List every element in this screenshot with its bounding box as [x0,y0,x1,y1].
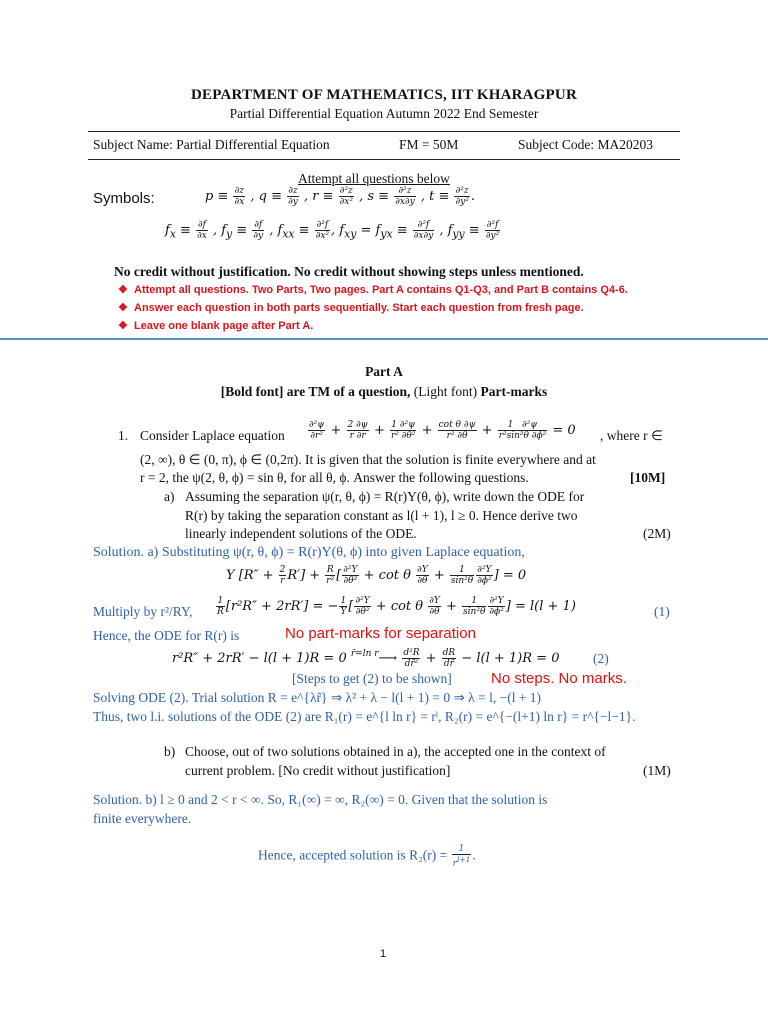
q1a-line-2: R(r) by taking the separation constant as l(l + 1), l ≥ 0. Hence derive two [185,508,578,523]
q1-boundary: r = 2, the ψ(2, θ, ϕ) = sin θ, for all θ, ϕ. Answer the following questions. [140,470,529,485]
accepted-solution: Hence, accepted solution is R₂(r) = $\frac{1}{r^{l+1}}$ . [258,844,476,869]
subject-name: Subject Name: Partial Differential Equation [93,137,330,152]
bullet-icon: ❖ [118,302,128,314]
full-marks: FM = 50M [399,137,459,152]
li-solutions: Thus, two l.i. solutions of the ODE (2) are R₁(r) = e^{l ln r} = rˡ, R₂(r) = e^{−(l+1) ln r} = r^{−l−1}. [93,709,636,724]
bullet-icon: ❖ [118,320,128,332]
subject-code: Subject Code: MA20203 [518,137,653,152]
header-rule-top [88,131,680,132]
exam-subtitle: Partial Differential Equation Autumn 2022 End Semester [229,106,539,121]
q1-where: , where r ∈ [600,428,663,443]
q1-intro: Consider Laplace equation [140,428,285,443]
solution-b-line-1: Solution. b) l ≥ 0 and 2 < r < ∞. So, R₁(∞) = ∞, R₂(∞) = 0. Given that the solution is [93,792,548,807]
eq2-tag: (2) [593,651,609,666]
separated-equation: $\frac{1}{R}$ [r²R″ + 2rR′] = − $\frac{1}{Y}$ [ $\frac{\text{∂²Y}}{\text{∂θ²}}$ + cot θ $\frac{\partial Y}{\partial\theta}$ + $\frac{1}{\text{sin²θ}}$ $\frac{\text{∂²Y}}{\text{∂ϕ²}}$ ] = l(l + 1) [217,596,576,617]
q1a-label: a) [164,489,175,504]
substituted-equation: Y [R″ + $\frac{2}{r}$ R′] + $\frac{R}{\text{r²}}$ [ $\frac{\text{∂²Y}}{\text{∂θ²}}$ + cot θ $\frac{\partial Y}{\partial\theta}$ + $\frac{1}{\text{sin²θ}}$ $\frac{\text{∂²Y}}{\text{∂ϕ²}}$ ] = 0 [226,565,527,586]
attempt-all-heading: Attempt all questions below [298,171,450,186]
solution-b-line-2: finite everywhere. [93,811,192,826]
symbols-label: Symbols: [93,190,155,207]
marks-note: [Bold font] are TM of a question, (Light font) Part-marks [220,384,548,399]
q1b-line-1: Choose, out of two solutions obtained in a), the accepted one in the context of [185,744,606,759]
q1a-line-3: linearly independent solutions of the ODE. [185,526,417,541]
q1a-line-1: Assuming the separation ψ(r, θ, ϕ) = R(r)Y(θ, ϕ), write down the ODE for [185,489,585,504]
symbols-line-2: $f_x$ ≡ $\frac{\partial f}{\partial x}$ , $f_y$ ≡ $\frac{\partial f}{\partial y}$ , $f_{xx}$ ≡ $\frac{\text{∂²f}}{\text{∂x²}}$ , $f_{xy} = f_{yx}$ ≡ $\frac{\text{∂²f}}{\partial x\partial y}$ , $f_{yy}$ ≡ $\frac{\text{∂²f}}{\text{∂y²}}$ [165,220,500,241]
instruction-bullet-3: ❖ Leave one blank page after Part A. [118,320,314,332]
hence-ode: Hence, the ODE for R(r) is [93,628,240,643]
no-steps-note: No steps. No marks. [491,670,627,687]
multiply-step: Multiply by r²/RY, [93,604,193,619]
steps-note: [Steps to get (2) to be shown] [292,671,452,686]
solution-a-heading: Solution. a) Substituting ψ(r, θ, ϕ) = R(r)Y(θ, ϕ) into given Laplace equation, [93,545,525,560]
page-number: 1 [380,948,387,960]
no-credit-note: No credit without justification. No credit without showing steps unless mentioned. [114,264,584,279]
q1-domain: (2, ∞), θ ∈ (0, π), ϕ ∈ (0,2π). It is given that the solution is finite everywhere and at [140,452,596,467]
section-divider [0,338,768,340]
no-part-marks-note: No part-marks for separation [285,625,476,642]
q1b-label: b) [164,744,176,759]
q1b-line-2: current problem. [No credit without justification] [185,763,451,778]
instruction-bullet-1: ❖ Attempt all questions. Two Parts, Two pages. Part A contains Q1-Q3, and Part B contains Q4-6. [118,284,628,296]
ode-equation: r²R″ + 2rR′ − l(l + 1)R = 0 $^{r̃=ln r}$⟶ $\frac{\text{d²R}}{\text{dr̃²}}$ + $\frac{dR}{dr̃}$ − l(l + 1)R = 0 [172,648,560,669]
part-a-title: Part A [365,364,403,379]
solving-ode: Solving ODE (2). Trial solution R = e^{λr̃} ⇒ λ² + λ − l(l + 1) = 0 ⇒ λ = l, −(l + 1) [93,690,542,705]
bullet-icon: ❖ [118,284,128,296]
q1-total-marks: [10M] [630,470,666,485]
instruction-bullet-2: ❖ Answer each question in both parts sequentially. Start each question from fresh page. [118,302,584,314]
header-rule-bottom [88,159,680,160]
symbols-line-1: p ≡ $\frac{\partial z}{\partial x}$ , q ≡ $\frac{\partial z}{\partial y}$ , r ≡ $\frac{\text{∂²z}}{\text{∂x²}}$ , s ≡ $\frac{\text{∂²z}}{\partial x\partial y}$ , t ≡ $\frac{\text{∂²z}}{\text{∂y²}}$ . [205,186,475,207]
q1-number: 1. [118,428,129,443]
eq1-tag: (1) [654,604,670,619]
q1b-marks: (1M) [643,763,671,778]
laplace-equation: $\frac{\text{∂²ψ}}{\text{∂r²}}$ + $\frac{2 \partial\psi}{r \partial r}$ + $\frac{\text{1 ∂²ψ}}{\text{r² ∂θ²}}$ + $\frac{\text{cot θ ∂ψ}}{\text{r² ∂θ}}$ + $\frac{\text{1 ∂²ψ}}{\text{r²sin²θ ∂ϕ²}}$ = 0 [309,420,576,441]
q1a-marks: (2M) [643,526,671,541]
department-title: DEPARTMENT OF MATHEMATICS, IIT KHARAGPUR [191,87,577,103]
